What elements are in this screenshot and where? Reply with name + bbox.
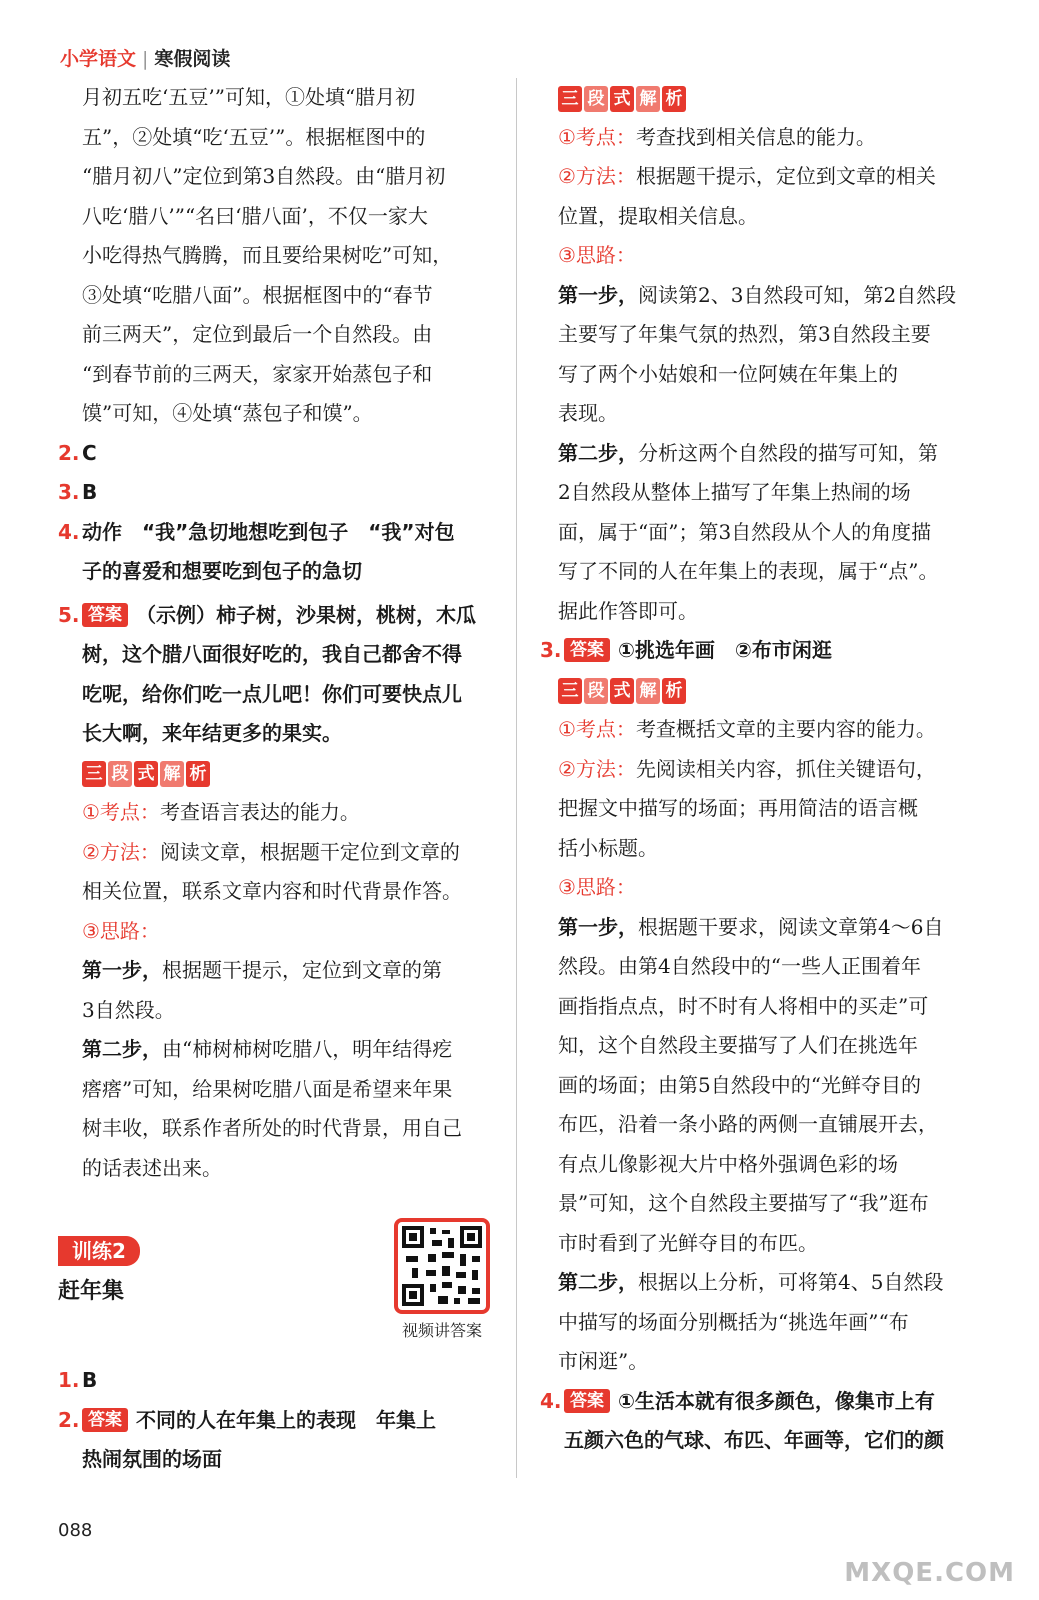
heading-char: 三 (82, 761, 106, 787)
thinking-label: ③思路： (558, 875, 636, 899)
analysis-method (558, 157, 988, 197)
step-one (82, 951, 506, 991)
step-text: 画指指点点，时不时有人将相中的买走”可 (558, 993, 929, 1018)
training-badge: 训练2 (58, 1236, 140, 1266)
answer-tag: 答案 (564, 638, 610, 662)
training-q1 (58, 1361, 506, 1401)
heading-char: 解 (636, 678, 660, 704)
method-text: 把握文中描写的场面；再用简洁的语言概 (558, 796, 918, 820)
question-number: 4. (58, 519, 80, 544)
analysis-method (82, 833, 506, 873)
step-text: 主要写了年集气氛的热烈，第3自然段主要 (558, 322, 931, 346)
qr-caption: 视频讲答案 (401, 1321, 482, 1340)
step-text: 阅读第2、3自然段可知，第2自然段 (638, 282, 957, 307)
step-label: 第二步， (558, 1270, 638, 1294)
text-line: 五”，②处填“吃‘五豆’”。根据框图中的 (82, 124, 426, 149)
answer-q4 (540, 1382, 988, 1461)
question-number: 2. (58, 1407, 80, 1432)
thinking-label: ③思路： (82, 918, 160, 943)
text-line: 前三两天”，定位到最后一个自然段。由 (82, 322, 433, 346)
answer-q5 (58, 596, 506, 754)
point-label: ①考点： (558, 717, 636, 741)
answer-tag: 答案 (82, 603, 128, 627)
question-number: 4. (540, 1388, 562, 1413)
step-text: 2自然段从整体上描写了年集上热闹的场 (558, 480, 911, 504)
method-text: 根据题干提示，定位到文章的相关 (635, 164, 936, 188)
heading-char: 三 (558, 86, 582, 112)
step-text: 市时看到了光鲜夺目的布匹。 (558, 1230, 818, 1255)
step-text: 根据题干提示，定位到文章的第 (162, 958, 442, 982)
step-label: 第一步， (82, 958, 162, 982)
step-text: 写了两个小姑娘和一位阿姨在年集上的 (558, 361, 898, 386)
analysis-block-q2 (558, 78, 988, 631)
step-text: 根据以上分析，可将第4、5自然段 (638, 1270, 944, 1294)
analysis-point (558, 118, 988, 158)
step-text: 知，这个自然段主要描写了人们在挑选年 (558, 1033, 918, 1057)
method-label: ②方法： (82, 839, 160, 864)
heading-char: 段 (584, 86, 608, 112)
answer-q2 (58, 434, 506, 474)
step-one (558, 276, 988, 316)
question-number: 5. (58, 602, 80, 627)
answer-q4 (58, 513, 506, 592)
text-line: ③处填“吃腊八面”。根据框图中的“春节 (82, 282, 433, 307)
heading-char: 解 (636, 86, 660, 112)
answer-line: ①生活本就有很多颜色，像集市上有 (618, 1388, 935, 1413)
text-line: 月初五吃‘五豆’”可知，①处填“腊月初 (82, 85, 416, 109)
answer-line: 热闹氛围的场面 (82, 1447, 222, 1471)
training-q2 (58, 1401, 506, 1480)
step-text: 3自然段。 (82, 997, 175, 1022)
step-text: 的话表述出来。 (82, 1155, 222, 1180)
question-number: 2. (58, 440, 80, 465)
method-label: ②方法： (558, 164, 636, 188)
step-text: 据此作答即可。 (558, 598, 698, 623)
step-text: 景”可知，这个自然段主要描写了“我”逛布 (558, 1191, 929, 1215)
heading-char: 析 (662, 86, 686, 112)
step-text: 画的场面；由第5自然段中的“光鲜夺目的 (558, 1072, 921, 1097)
heading-char: 式 (134, 761, 158, 787)
question-number: 3. (540, 638, 562, 662)
watermark-text: MXQE.COM (844, 1558, 1015, 1588)
point-label: ①考点： (558, 124, 636, 149)
answer-line: （示例）柿子树，沙果树，桃树，木瓜 (136, 602, 476, 627)
qr-code-icon[interactable] (394, 1218, 490, 1314)
step-text: 树丰收，联系作者所处的时代背景，用自己 (82, 1116, 462, 1140)
heading-char: 析 (662, 678, 686, 704)
step-label: 第二步， (82, 1037, 162, 1061)
answer-q3 (540, 631, 988, 671)
step-text: 表现。 (558, 401, 618, 425)
analysis-method (558, 750, 988, 790)
answer-line: 不同的人在年集上的表现 年集上 (136, 1407, 436, 1432)
point-text: 考查语言表达的能力。 (159, 800, 360, 824)
method-label: ②方法： (558, 756, 636, 781)
book-title: 寒假阅读 (154, 48, 231, 70)
analysis-point (558, 710, 988, 750)
step-text: 面，属于“面”；第3自然段从个人的角度描 (558, 519, 932, 544)
answer-text: B (82, 480, 98, 504)
step-label: 第二步， (558, 440, 638, 465)
heading-char: 三 (558, 678, 582, 704)
answer-line: 吃呢，给你们吃一点儿吧！你们可要快点儿 (82, 681, 462, 706)
page-number: 088 (58, 1520, 93, 1541)
answer-text: ①挑选年画 ②布市闲逛 (618, 638, 832, 662)
answer-q3 (58, 473, 506, 513)
analysis-heading (558, 86, 686, 112)
page-header (60, 44, 230, 71)
analysis-block-q3 (558, 671, 988, 1382)
column-divider (516, 78, 517, 1478)
thinking-label: ③思路： (558, 243, 636, 267)
step-text: 瘩瘩”可知，给果树吃腊八面是希望来年果 (82, 1076, 453, 1101)
step-label: 第一步， (558, 282, 638, 307)
training-title: 赶年集 (58, 1278, 125, 1304)
step-text: 然段。由第4自然段中的“一些人正围着年 (558, 954, 921, 978)
method-text: 阅读文章，根据题干定位到文章的 (159, 839, 460, 864)
question-number: 3. (58, 480, 80, 504)
method-text: 位置，提取相关信息。 (558, 203, 758, 228)
analysis-heading (82, 761, 210, 787)
subject-label: 小学语文 (60, 48, 137, 70)
step-one (558, 908, 988, 948)
answer-line: 树，这个腊八面很好吃的，我自己都舍不得 (82, 642, 462, 666)
step-two (558, 434, 988, 474)
heading-char: 段 (108, 761, 132, 787)
step-text: 分析这两个自然段的描写可知，第 (638, 440, 938, 465)
right-column (540, 78, 988, 1461)
text-line: 小吃得热气腾腾，而且要给果树吃”可知， (82, 243, 453, 267)
answer-line: 五颜六色的气球、布匹、年画等，它们的颜 (564, 1428, 944, 1452)
step-text: 中描写的场面分别概括为“挑选年画”“布 (558, 1309, 909, 1334)
point-text: 考查找到相关信息的能力。 (635, 124, 876, 149)
answer-text: B (82, 1368, 98, 1392)
step-two (558, 1263, 988, 1303)
heading-char: 式 (610, 86, 634, 112)
continued-answer (58, 78, 506, 434)
point-text: 考查概括文章的主要内容的能力。 (635, 717, 936, 741)
answer-line: 长大啊，来年结更多的果实。 (82, 721, 342, 745)
method-text: 相关位置，联系文章内容和时代背景作答。 (82, 879, 462, 903)
answer-tag: 答案 (82, 1408, 128, 1432)
step-text: 布匹，沿着一条小路的两侧一直铺展开去， (558, 1112, 938, 1136)
answer-text: C (82, 440, 97, 465)
text-line: “到春节前的三两天，家家开始蒸包子和 (82, 361, 433, 386)
step-two (82, 1030, 506, 1070)
step-label: 第一步， (558, 914, 638, 939)
text-line: “腊月初八”定位到第3自然段。由“腊月初 (82, 164, 446, 188)
answer-line: 动作 “我”急切地想吃到包子 “我”对包 (82, 519, 455, 544)
step-text: 市闲逛”。 (558, 1349, 649, 1373)
step-text: 根据题干要求，阅读文章第4～6自 (638, 914, 944, 939)
step-text: 写了不同的人在年集上的表现，属于“点”。 (558, 559, 939, 583)
question-number: 1. (58, 1368, 80, 1392)
method-text: 括小标题。 (558, 835, 658, 860)
answer-line: 子的喜爱和想要吃到包子的急切 (82, 559, 362, 583)
analysis-heading (558, 678, 686, 704)
heading-char: 解 (160, 761, 184, 787)
method-text: 先阅读相关内容，抓住关键语句， (635, 756, 936, 781)
analysis-point (82, 793, 506, 833)
step-text: 有点儿像影视大片中格外强调色彩的场 (558, 1151, 898, 1176)
step-text: 由“柿树柿树吃腊八，明年结得疙 (162, 1037, 453, 1061)
point-label: ①考点： (82, 800, 160, 824)
answer-tag: 答案 (564, 1389, 610, 1413)
text-line: 八吃‘腊八’”“名曰‘腊八面’，不仅一家大 (82, 203, 428, 228)
analysis-block (58, 754, 506, 1189)
heading-char: 段 (584, 678, 608, 704)
header-separator: | (142, 48, 149, 70)
text-line: 馍”可知，④处填“蒸包子和馍”。 (82, 401, 373, 425)
heading-char: 析 (186, 761, 210, 787)
qr-code-block[interactable] (388, 1218, 496, 1341)
heading-char: 式 (610, 678, 634, 704)
